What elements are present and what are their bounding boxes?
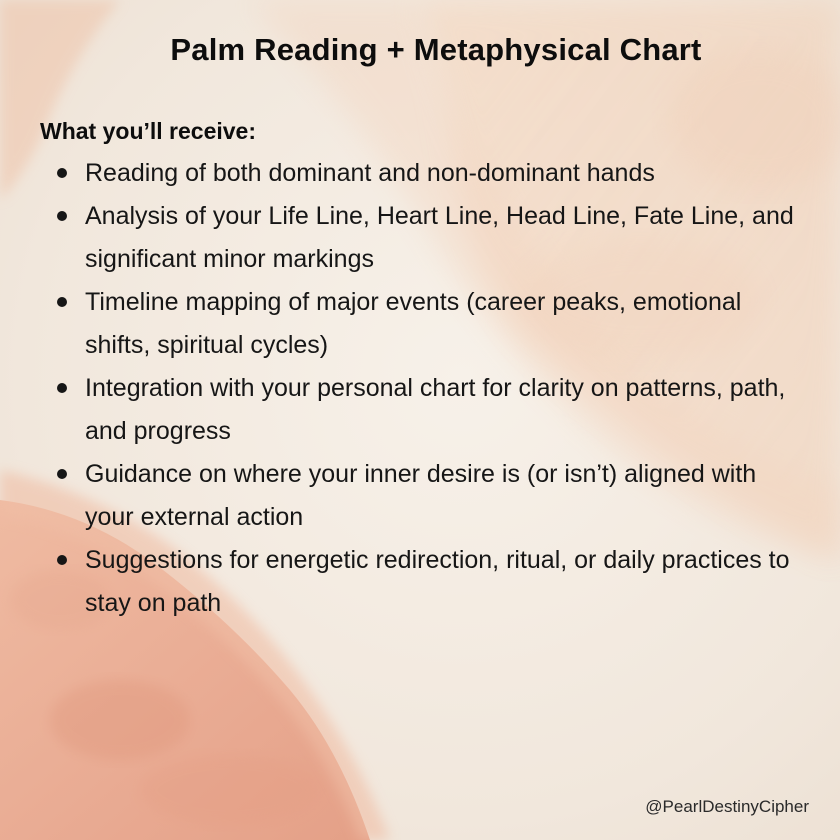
deliverables-list [0,152,840,625]
list-item [0,152,840,195]
list-item [0,539,840,625]
list-item-text: Guidance on where your inner desire is (or isn’t) aligned with your external action [85,460,757,531]
bullet-icon [57,469,67,479]
list-item-text: Analysis of your Life Line, Heart Line, Head Line, Fate Line, and significant minor markings [85,202,794,273]
receive-heading: What you’ll receive: [40,118,257,144]
page-title: Palm Reading + Metaphysical Chart [170,32,702,67]
list-item [0,195,840,281]
social-handle: @PearlDestinyCipher [645,797,809,816]
list-item-text: Reading of both dominant and non-dominant hands [85,159,655,187]
bullet-icon [57,211,67,221]
bullet-icon [57,383,67,393]
list-item-text: Timeline mapping of major events (career peaks, emotional shifts, spiritual cycles) [85,288,742,359]
list-item [0,453,840,539]
bullet-icon [57,168,67,178]
bullet-icon [57,297,67,307]
list-item-text: Suggestions for energetic redirection, ritual, or daily practices to stay on path [85,546,790,617]
list-item [0,367,840,453]
bullet-icon [57,555,67,565]
list-item [0,281,840,367]
list-item-text: Integration with your personal chart for clarity on patterns, path, and progress [85,374,786,445]
